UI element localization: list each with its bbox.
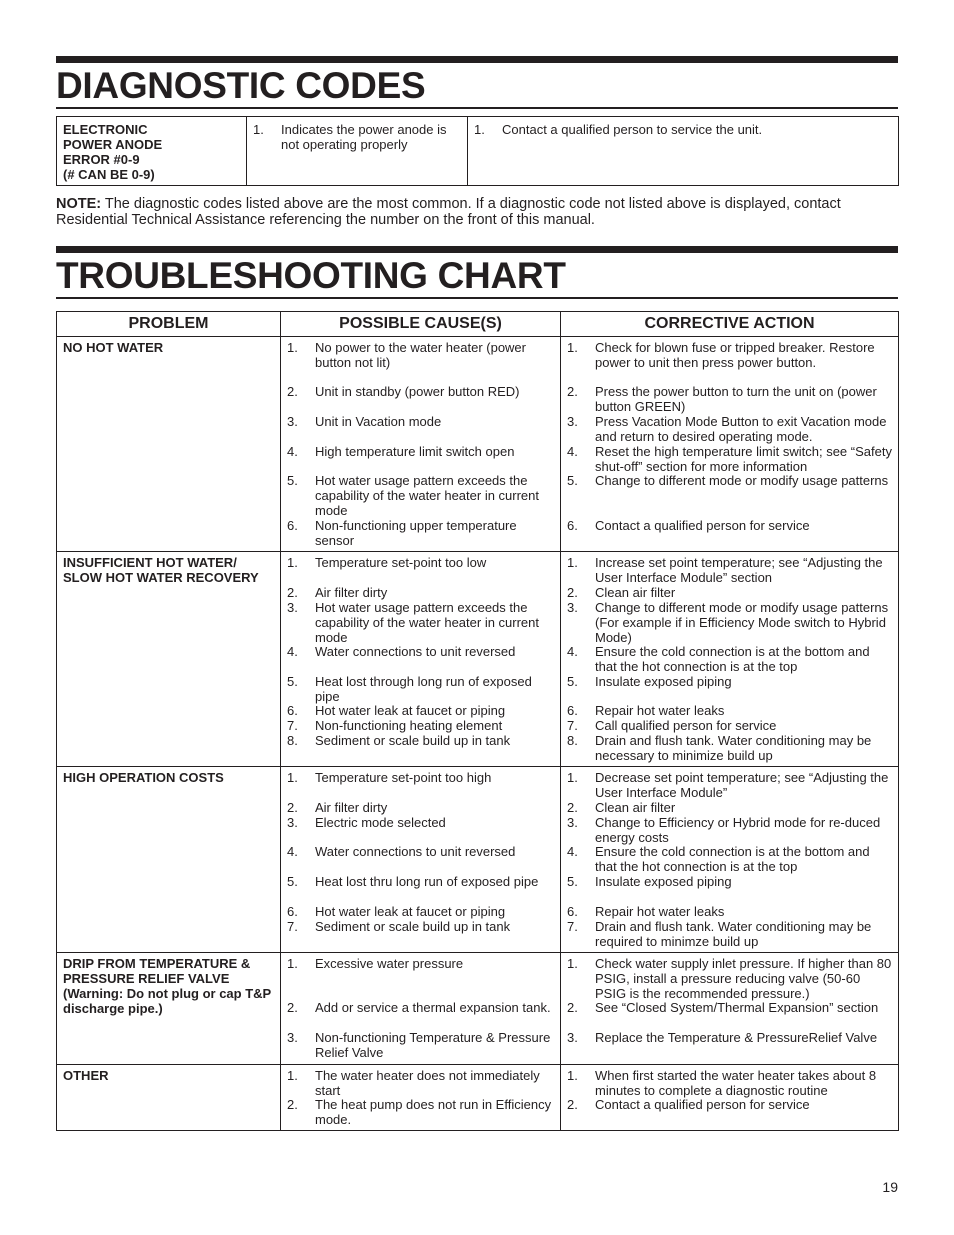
list-item: 4. High temperature limit switch open (287, 444, 515, 459)
list-item: 1. Decrease set point temperature; see “Adjusting the User Interface Module” (567, 770, 889, 800)
list-item: 2. Unit in standby (power button RED) (287, 384, 520, 399)
diagnostic-note (56, 196, 898, 228)
diagnostic-action-cell (468, 117, 899, 186)
table-row (57, 953, 899, 1065)
list-item: 7. Non-functioning heating element (287, 718, 503, 733)
list-item: 3. Electric mode selected (287, 815, 446, 830)
list-item: 5. Heat lost thru long run of exposed pipe (287, 874, 539, 889)
note-label: NOTE: (56, 196, 102, 212)
actions-cell (561, 1065, 899, 1131)
table-header-row (57, 312, 899, 337)
causes-cell (281, 767, 561, 953)
causes-cell (281, 337, 561, 552)
diagnostic-table (56, 116, 899, 186)
problem-cell: DRIP FROM TEMPERATURE & PRESSURE RELIEF VALVE (Warning: Do not plug or cap T&P discharge pipe.) (57, 953, 281, 1065)
list-item: 4. Water connections to unit reversed (287, 644, 516, 659)
problem-cell: NO HOT WATER (57, 337, 281, 552)
column-header: POSSIBLE CAUSE(S) (281, 312, 561, 337)
list-item: 2. See “Closed System/Thermal Expansion” section (567, 1000, 879, 1015)
list-item: 1. Check for blown fuse or tripped breaker. Restore power to unit then press power button. (567, 340, 875, 370)
list-item: 2. Contact a qualified person for service (567, 1097, 810, 1112)
list-item: 5. Insulate exposed piping (567, 874, 732, 889)
list-item: 3. Hot water usage pattern exceeds the capability of the water heater in current mode (287, 600, 540, 645)
list-item: 6. Hot water leak at faucet or piping (287, 703, 506, 718)
list-item: 3. Non-functioning Temperature & Pressure Relief Valve (287, 1030, 551, 1060)
list-item: 8. Sediment or scale build up in tank (287, 733, 511, 748)
list-item: 7. Drain and flush tank. Water conditioning may be required to minimze build up (567, 919, 872, 949)
list-item: 2. Add or service a thermal expansion tank. (287, 1000, 551, 1015)
list-item: 1. Excessive water pressure (287, 956, 464, 971)
list-item: 6. Repair hot water leaks (567, 703, 725, 718)
code-line: POWER ANODE (63, 137, 163, 152)
top-rule (56, 56, 898, 63)
table-row (57, 337, 899, 552)
actions-cell (561, 552, 899, 767)
list-item: 1. Increase set point temperature; see “Adjusting the User Interface Module” section (567, 555, 883, 585)
causes-cell (281, 953, 561, 1065)
list-item: 2. Clean air filter (567, 585, 676, 600)
table-row (57, 552, 899, 767)
list-item: 6. Hot water leak at faucet or piping (287, 904, 506, 919)
list-item: 3. Change to Efficiency or Hybrid mode for re-duced energy costs (567, 815, 881, 845)
list-item: 1. Indicates the power anode is not operating properly (253, 122, 447, 152)
page (56, 56, 898, 1131)
title-rule (56, 107, 898, 109)
diagnostic-row (57, 117, 899, 186)
list-item: 5. Heat lost through long run of exposed pipe (287, 674, 532, 704)
code-line: ELECTRONIC (63, 122, 148, 137)
list-item: 3. Change to different mode or modify usage patterns (For example if in Efficiency Mode switch to Hybrid Mode) (567, 600, 889, 645)
list-item: 3. Press Vacation Mode Button to exit Vacation mode and return to desired operating mode. (567, 414, 887, 444)
list-item: 5. Hot water usage pattern exceeds the capability of the water heater in current mode (287, 473, 540, 518)
list-item: 5. Change to different mode or modify usage patterns (567, 473, 889, 488)
list-item: 1. Temperature set-point too low (287, 555, 487, 570)
list-item: 8. Drain and flush tank. Water conditioning may be necessary to minimize build up (567, 733, 872, 763)
list-item: 1. When first started the water heater takes about 8 minutes to complete a diagnostic routine (567, 1068, 877, 1098)
list-item: 4. Water connections to unit reversed (287, 844, 516, 859)
list-item: 1. Contact a qualified person to service the unit. (474, 122, 763, 137)
list-item: 2. The heat pump does not run in Efficiency mode. (287, 1097, 552, 1127)
column-header: CORRECTIVE ACTION (561, 312, 899, 337)
problem-cell: INSUFFICIENT HOT WATER/ SLOW HOT WATER RECOVERY (57, 552, 281, 767)
list-item: 4. Ensure the cold connection is at the bottom and that the hot connection is at the top (567, 844, 870, 874)
list-item: 6. Non-functioning upper temperature sensor (287, 518, 517, 548)
list-item: 2. Air filter dirty (287, 585, 388, 600)
troubleshooting-title: TROUBLESHOOTING CHART (56, 255, 566, 296)
causes-cell (281, 1065, 561, 1131)
list-item: 1. The water heater does not immediately start (287, 1068, 540, 1098)
code-line: ERROR #0-9 (63, 152, 140, 167)
actions-cell (561, 953, 899, 1065)
list-item: 6. Contact a qualified person for service (567, 518, 810, 533)
list-item: 7. Call qualified person for service (567, 718, 777, 733)
diagnostic-cause-cell (247, 117, 468, 186)
title-rule (56, 297, 898, 299)
list-item: 4. Ensure the cold connection is at the bottom and that the hot connection is at the top (567, 644, 870, 674)
list-item: 3. Replace the Temperature & PressureRelief Valve (567, 1030, 878, 1045)
table-row (57, 1065, 899, 1131)
list-item: 2. Clean air filter (567, 800, 676, 815)
diagnostic-code-cell (57, 117, 247, 186)
causes-cell (281, 552, 561, 767)
list-item: 5. Insulate exposed piping (567, 674, 732, 689)
list-item: 2. Air filter dirty (287, 800, 388, 815)
list-item: 1. Check water supply inlet pressure. If higher than 80 PSIG, install a pressure reducing valve (50-60 PSIG is the recommended pressure.) (567, 956, 892, 1001)
diagnostic-title: DIAGNOSTIC CODES (56, 65, 426, 106)
page-number: 19 (882, 1179, 898, 1195)
problem-cell: OTHER (57, 1065, 281, 1131)
troubleshooting-table (56, 311, 899, 1131)
code-line: (# CAN BE 0-9) (63, 167, 155, 182)
table-row (57, 767, 899, 953)
list-item: 2. Press the power button to turn the unit on (power button GREEN) (567, 384, 877, 414)
list-item: 4. Reset the high temperature limit switch; see “Safety shut-off” section for more information (567, 444, 892, 474)
list-item: 3. Unit in Vacation mode (287, 414, 442, 429)
list-item: 6. Repair hot water leaks (567, 904, 725, 919)
actions-cell (561, 337, 899, 552)
problem-cell: HIGH OPERATION COSTS (57, 767, 281, 953)
top-rule (56, 246, 898, 253)
list-item: 1. No power to the water heater (power button not lit) (287, 340, 526, 370)
column-header: PROBLEM (57, 312, 281, 337)
list-item: 1. Temperature set-point too high (287, 770, 492, 785)
note-text: The diagnostic codes listed above are the most common. If a diagnostic code not listed above is displayed, contact Residential Technical Assistance referencing the number on the front of this manual. (56, 196, 841, 228)
actions-cell (561, 767, 899, 953)
list-item: 7. Sediment or scale build up in tank (287, 919, 511, 934)
